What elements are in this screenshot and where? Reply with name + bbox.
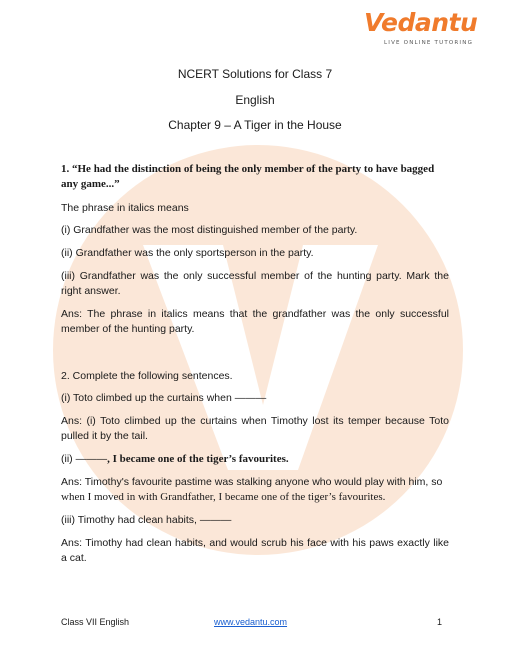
question-2-sentence-2: [61, 452, 449, 467]
question-2-sentence-3: (iii) Timothy had clean habits, ———: [61, 514, 232, 526]
footer-class-label: Class VII English: [61, 617, 130, 627]
doc-subject: English: [235, 93, 275, 107]
question-2: 2. Complete the following sentences.: [61, 370, 233, 382]
logo-wordmark: Vedantu: [364, 8, 478, 37]
question-2-answer-3: Ans: Timothy had clean habits, and would scrub his face with his paws exactly like a cat.: [61, 537, 449, 564]
logo-tagline: LIVE ONLINE TUTORING: [384, 40, 474, 46]
question-1-option-3: (iii) Grandfather was the only successful member of the hunting party. Mark the right answer.: [61, 270, 449, 297]
vedantu-link[interactable]: www.vedantu.com: [214, 617, 288, 627]
question-1-option-1: (i) Grandfather was the most distinguished member of the party.: [61, 224, 358, 236]
footer-website: [214, 617, 287, 627]
question-1: 1. “He had the distinction of being the only member of the party to have bagged any game...”: [61, 163, 435, 190]
question-1-option-2: (ii) Grandfather was the only sportsperson in the party.: [61, 247, 314, 259]
page-number: 1: [437, 617, 443, 627]
doc-title: NCERT Solutions for Class 7: [177, 67, 333, 81]
question-2-answer-1: Ans: (i) Toto climbed up the curtains when Timothy lost its temper because Toto pulled it by the tail.: [61, 415, 449, 442]
sentence-2-rest: , I became one of the tiger’s favourites.: [107, 453, 289, 465]
doc-chapter: Chapter 9 – A Tiger in the House: [168, 118, 342, 132]
question-2-answer-2-line-2: when I moved in with Grandfather, I became one of the tiger’s favourites.: [61, 491, 386, 503]
vedantu-logo: [364, 8, 492, 52]
sentence-2-prefix: (ii) ———: [61, 453, 108, 465]
question-2-answer-2-line-1: Ans: Timothy's favourite pastime was stalking anyone who would play with him, so: [61, 476, 443, 488]
question-1-answer: Ans: The phrase in italics means that the grandfather was the only successful member of the hunting party.: [61, 308, 449, 335]
question-1-prompt: The phrase in italics means: [61, 202, 189, 214]
question-2-sentence-1: (i) Toto climbed up the curtains when ———: [61, 392, 267, 404]
